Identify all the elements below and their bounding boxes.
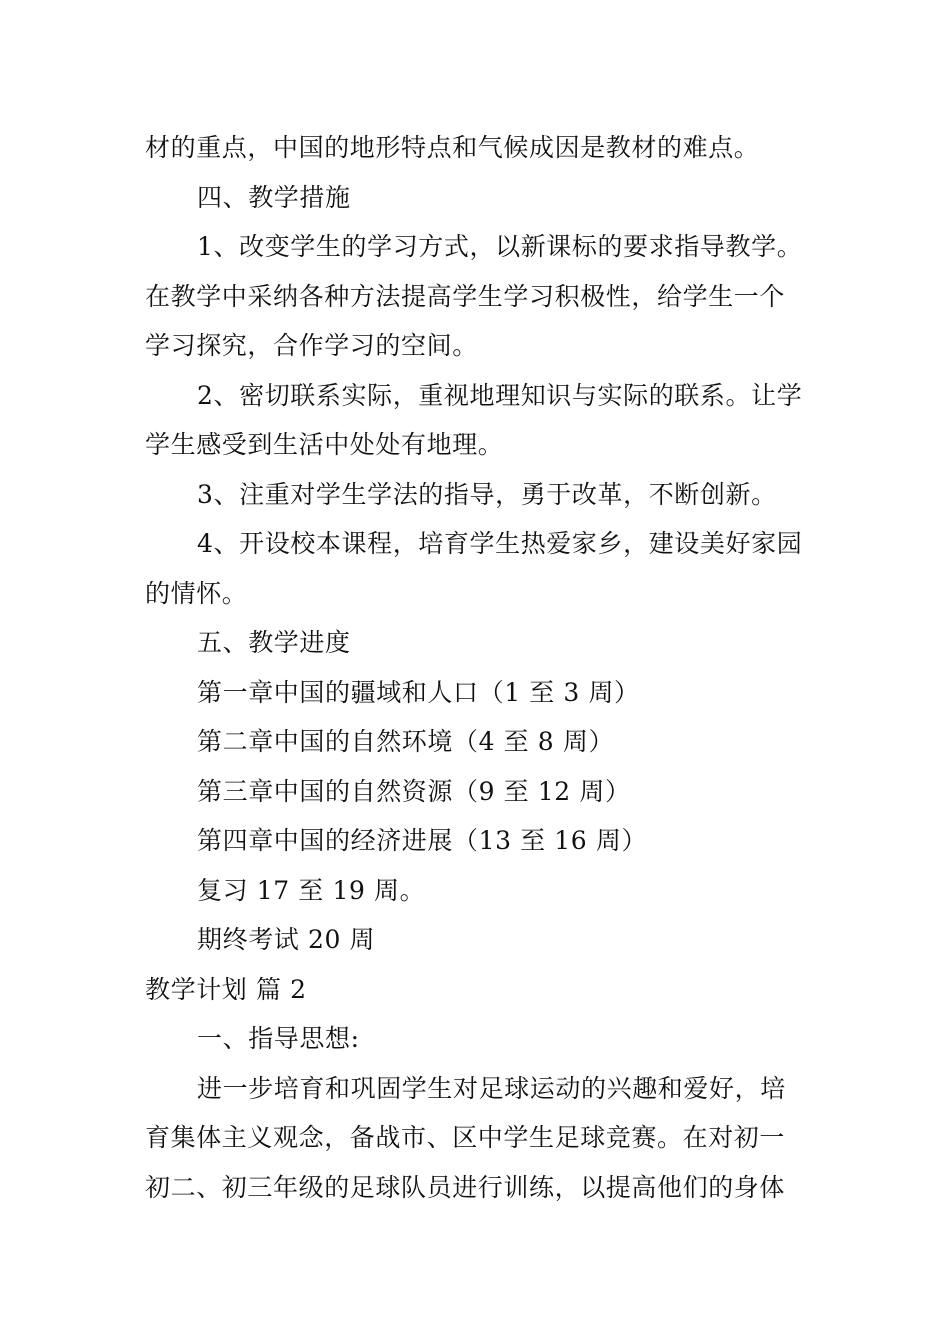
- schedule-item: 第四章中国的经济进展（13 至 16 周）: [197, 826, 648, 855]
- paragraph-line: 的情怀。: [145, 578, 248, 608]
- document-body: [145, 123, 805, 1212]
- paragraph-line: 4、开设校本课程，培育学生热爱家乡，建设美好家园: [197, 529, 803, 558]
- section-heading-guiding-thought: 一、指导思想:: [197, 1024, 360, 1053]
- schedule-item: 期终考试 20 周: [197, 925, 376, 954]
- section-heading-teaching-schedule: 五、教学进度: [197, 628, 351, 657]
- section-heading-teaching-measures: 四、教学措施: [197, 182, 351, 212]
- paragraph-line: 初二、初三年级的足球队员进行训练，以提高他们的身体: [145, 1172, 786, 1202]
- paragraph-line: 进一步培育和巩固学生对足球运动的兴趣和爱好，培: [197, 1073, 786, 1103]
- paragraph-line: 3、注重对学生学法的指导，勇于改革，不断创新。: [197, 479, 777, 509]
- paragraph-line: 学习探究，合作学习的空间。: [145, 331, 478, 360]
- schedule-item: 复习 17 至 19 周。: [197, 875, 426, 905]
- paragraph-line: 1、改变学生的学习方式，以新课标的要求指导教学。: [197, 232, 803, 261]
- paragraph-line: 材的重点，中国的地形特点和气候成因是教材的难点。: [145, 133, 760, 162]
- schedule-item: 第一章中国的疆域和人口（1 至 3 周）: [197, 677, 640, 707]
- schedule-item: 第三章中国的自然资源（9 至 12 周）: [197, 776, 631, 806]
- plan-title: 教学计划 篇 2: [145, 974, 307, 1004]
- paragraph-line: 学生感受到生活中处处有地理。: [145, 430, 504, 459]
- schedule-item: 第二章中国的自然环境（4 至 8 周）: [197, 727, 615, 756]
- paragraph-line: 在教学中采纳各种方法提高学生学习积极性，给学生一个: [145, 281, 786, 311]
- paragraph-line: 2、密切联系实际，重视地理知识与实际的联系。让学: [197, 380, 803, 410]
- paragraph-line: 育集体主义观念，备战市、区中学生足球竞赛。在对初一: [145, 1123, 786, 1152]
